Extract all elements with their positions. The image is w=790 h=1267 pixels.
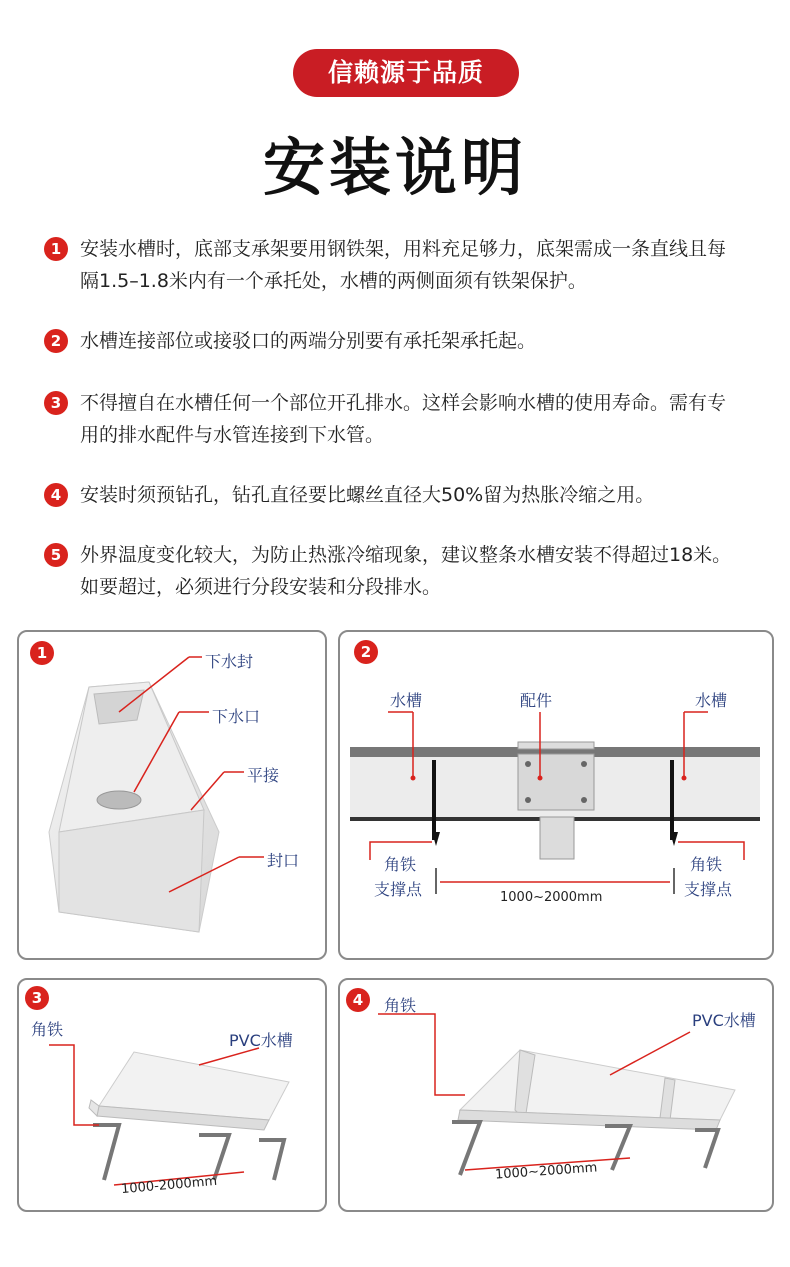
label-pvc-gutter: PVC水槽 [229,1031,293,1050]
diagram-number: 2 [354,640,378,664]
gutter-joint-diagram [340,632,772,958]
gutter-photo-illustration [19,632,325,958]
step-2 [44,325,744,357]
span-dimension: 1000-2000mm [120,1173,218,1198]
span-dimension: 1000~2000mm [500,890,603,905]
diagram-4-card [338,978,774,1212]
step-number: 3 [44,391,68,415]
step-number: 4 [44,483,68,507]
diagram-3-card [17,978,327,1212]
label-angle-right: 角铁 [690,855,723,874]
label-angle-iron: 角铁 [31,1020,64,1039]
diagram-number: 4 [346,988,370,1012]
step-text: 不得擅自在水槽任何一个部位开孔排水。这样会影响水槽的使用寿命。需有专用的排水配件与水管连接到下水管。 [80,392,727,446]
label-gutter-right: 水槽 [695,691,728,710]
label-fitting: 配件 [520,691,553,710]
diagram-number: 1 [30,641,54,665]
step-5 [44,539,744,603]
label-drain-seal: 下水封 [205,652,254,671]
label-support-right: 支撑点 [684,880,733,899]
page-title: 安装说明 [262,131,527,204]
gutter-bracket-illustration-3 [19,980,325,1210]
brand-badge: 信赖源于品质 [293,49,519,97]
label-angle-iron: 角铁 [384,996,417,1015]
label-angle-left: 角铁 [384,855,417,874]
diagram-number: 3 [25,986,49,1010]
label-support-left: 支撑点 [374,880,423,899]
step-3 [44,387,744,451]
step-number: 5 [44,543,68,567]
step-text: 水槽连接部位或接驳口的两端分别要有承托架承托起。 [80,330,537,352]
label-end-cap: 封口 [267,851,300,870]
step-number: 2 [44,329,68,353]
label-pvc-gutter: PVC水槽 [692,1011,756,1030]
step-4 [44,479,744,511]
span-dimension: 1000~2000mm [494,1160,598,1183]
diagram-1-card [17,630,327,960]
step-text: 外界温度变化较大，为防止热涨冷缩现象，建议整条水槽安装不得超过18米。如要超过，必须进行分段安装和分段排水。 [80,544,732,598]
step-text: 安装时须预钻孔，钻孔直径要比螺丝直径大50%留为热胀冷缩之用。 [80,484,655,506]
diagram-2-card [338,630,774,960]
label-flat-joint: 平接 [247,766,280,785]
label-gutter-left: 水槽 [390,691,423,710]
step-text: 安装水槽时，底部支承架要用钢铁架，用料充足够力，底架需成一条直线且每隔1.5–1.8米内有一个承托处，水槽的两侧面须有铁架保护。 [80,238,727,292]
label-drain-outlet: 下水口 [212,707,261,726]
step-number: 1 [44,237,68,261]
step-1 [44,233,744,297]
